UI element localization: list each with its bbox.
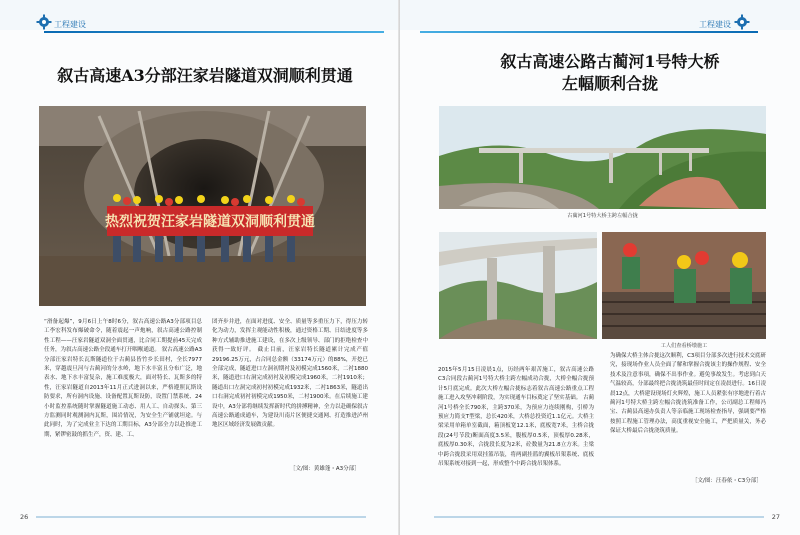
photo-caption: 工人们查看桥墩施工 [660,343,708,349]
page-number: 27 [771,513,780,521]
article-column-2: 为确保大桥主体合拢这次顺利，C3项目分部多次进行技术交底研究，接现场作业人员全面了解和掌握合拢该主的操作规程、安全技术及注意事项，确保不出事作业。避免事故发生。考虑到白天气温较高，分部最终把合拢浇筑最佳时间定在凌晨进行。16日凌晨12点，大桥建设现场灯火辉煌，施工人员紧张有序地进行着古蔺河1号特大桥主跨左幅合拢浇筑准备工作，公司副总工程师冯宝、古蔺县高速办负责人等亲临施工现场检查指导，强调要严格按照工程施工管理办法，高度重视安全施工，严把质量关，务必保证大桥最后合拢浇筑质量。 [610,353,766,435]
workers-inspection-photo [602,232,766,339]
header-rule [420,31,758,33]
section-label: 工程建设 [54,20,86,29]
article-title: 叙古高速A3分部汪家岩隧道双洞顺利贯通 [57,66,353,85]
bridge-closure-photo [439,106,766,209]
article-column-2: 团齐步并进，在面对进度、安全、质量等多重压力下，得压力转化为动力，发挥主观能动性积极，通过资格工期、日结进度等多种方式辅助推进施工建设，在多次上级领导、部门的拒绝检查中获得一致好评。 截止目前，汪家岩特长隧道累计完成产值29196.25万元，占合同总金额（33174万元）的88%，开挖已全部完成，隧道进口左洞初期衬及初模完成1560米，二衬1880米，隧道进口右洞完成初衬及初模完成1960米，二衬1910米；隧道出口左洞完成初衬初模完成1932米，二衬1863米，隧道出口右洞完成初衬初模完成1950米，二衬1900米。在后续施工建设中，A3分部将继续发挥新时代的拼搏精神，全力以赴确保叙古高速公路通成通车，为建设川南片区便捷交通网、打造推进泸州地区区域经济发展做贡献。 [212,319,368,429]
header-rule [44,31,384,33]
author-credit: ［文/图：黄雄蓬・A3分部］ [290,466,360,472]
tunnel-breakthrough-photo [39,106,366,306]
article-title [460,51,760,95]
section-label: 工程建设 [699,20,731,29]
page-number: 26 [20,513,29,521]
article-title-line-2: 左幅顺利合拢 [561,74,658,93]
bridge-pier-photo [439,232,597,339]
article-title-line-1: 叙古高速公路古蔺河1号特大桥 [500,52,720,71]
article-column-1: 2015年5月15日凌晨1点，历经两年艰苦施工，叙古高速公路C3合同段古蔺河1号特大桥主跨左幅成功合拢，大桥全幅合拢预计5月底完成。此次大桥左幅合拢标志着叙古高速公路重点工程施工进入攻坚冲刺阶段，为实现通车目标奠定了坚实基础。 古蔺河1号桥全长790米，主跨370米，为预应力连续刚构，引桥为预应力简支T型梁，总长420米，大桥总投资近1.1亿元。大桥主梁采用单箱单室截面，箱顶板宽12.1米，底板宽7米，主桥合拢段(24号节段)断面高度3.5米，腹板厚0.5米，顶板厚0.28米，底板厚0.30米，合拢段长度为2米，砼数量为21.8立方米。主梁中跨合拢段采用双挂篮吊装，将两副挂篮的翼板吊架系统、底板吊架系统对接到一起，形成整个中跨合拢吊架体系。 [438,367,594,468]
celebration-banner: 热烈祝贺汪家岩隧道双洞顺利贯通 [105,214,315,230]
article-column-1: “滑备起爆”，9月6日上午8时6分，叙古高速公路A3分部项目总工李宏科发布爆破命令，随着震起一声炮响，叙古高速公路控制性工程——汪家岩隧道双洞全面贯通，比合同工期提前45天完成任务，为叙古高速公路全段通车打开咽喉通道。 叙古高速公路A3分部汪家岩特长瓦斯隧道位于古蔺县皆竹乡长田村，全长7977米，穿越震旦河与古蔺河的分水岭，地下水丰富且分布广泛，地表水、地下水丰富复杂，施工难度极大，面对特长、瓦斯多的特性，汪家岩隧道自2013年11月正式进洞以来，严格遵照瓦斯设防要求，所有洞内设施、设备配置瓦斯设防，设置门禁系统、24小时监控系统随时掌握隧道施工动态、用人工、自动探头、第三方监测同时观测洞内瓦斯，围岩情况，为安全生产铺就坦途。与此同时，为了完成业主下达的工期目标，A3分部全力以赴推进工期，紧锣密鼓的抓生产，资、建、工、 [44,319,202,438]
gear-icon [36,14,52,30]
right-page [400,0,800,535]
footer-rule [434,516,764,518]
gear-icon [734,14,750,30]
photo-caption: 古蔺河1号特大桥主跨左幅合拢 [567,213,638,219]
footer-rule [36,516,366,518]
author-credit: ［文/图：汪春依・C3分部］ [692,478,762,484]
